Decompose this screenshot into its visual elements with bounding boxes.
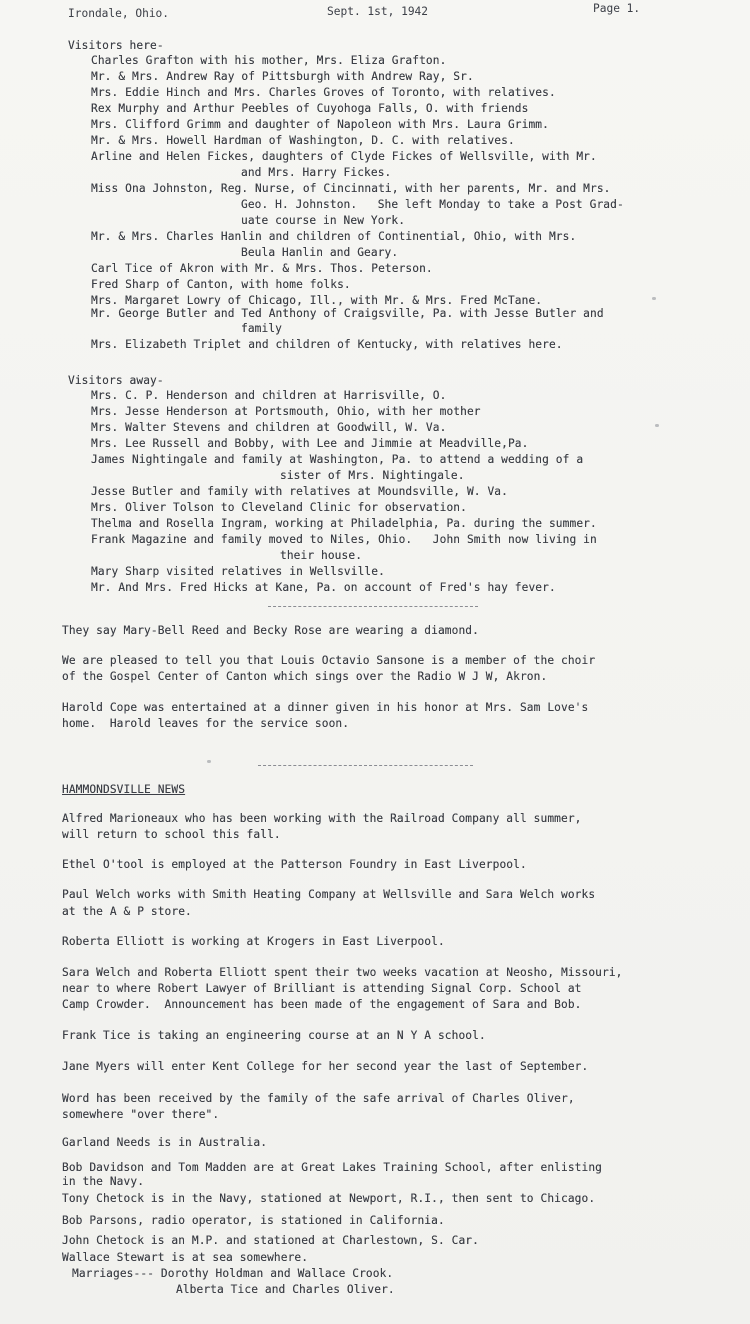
note-paragraph: home. Harold leaves for the service soon. [62, 717, 350, 730]
note-paragraph: Harold Cope was entertained at a dinner given in his honor at Mrs. Sam Love's [62, 701, 589, 714]
news-item: Paul Welch works with Smith Heating Company at Wellsville and Sara Welch works [62, 888, 596, 901]
paper-speck [655, 424, 659, 427]
list-item: Frank Magazine and family moved to Niles, Ohio. John Smith now living in [91, 533, 597, 546]
list-item-continuation: and Mrs. Harry Fickes. [241, 166, 392, 179]
list-item: Mrs. Elizabeth Triplet and children of Kentucky, with relatives here. [91, 338, 563, 351]
list-item: Fred Sharp of Canton, with home folks. [91, 278, 351, 291]
news-item: Marriages--- Dorothy Holdman and Wallace Crook. [72, 1267, 394, 1280]
list-item: Mary Sharp visited relatives in Wellsville. [91, 565, 385, 578]
news-item: Ethel O'tool is employed at the Patterson Foundry in East Liverpool. [62, 858, 527, 871]
note-paragraph: We are pleased to tell you that Louis Octavio Sansone is a member of the choir [62, 654, 596, 667]
news-item: Roberta Elliott is working at Krogers in East Liverpool. [62, 935, 445, 948]
list-item: Mrs. Eddie Hinch and Mrs. Charles Groves of Toronto, with relatives. [91, 86, 556, 99]
note-paragraph: of the Gospel Center of Canton which sings over the Radio W J W, Akron. [62, 670, 548, 683]
list-item: Mrs. Oliver Tolson to Cleveland Clinic for observation. [91, 501, 467, 514]
list-item-continuation: family [241, 322, 283, 335]
news-item: John Chetock is an M.P. and stationed at Charlestown, S. Car. [62, 1234, 479, 1247]
header-place: Irondale, Ohio. [68, 7, 170, 20]
news-item: Bob Davidson and Tom Madden are at Great Lakes Training School, after enlisting [62, 1161, 602, 1174]
list-item: Mrs. Lee Russell and Bobby, with Lee and Jimmie at Meadville,Pa. [91, 437, 529, 450]
news-item: Alfred Marioneaux who has been working with the Railroad Company all summer, [62, 812, 582, 825]
news-item: Tony Chetock is in the Navy, stationed at Newport, R.I., then sent to Chicago. [62, 1192, 596, 1205]
list-item: Arline and Helen Fickes, daughters of Clyde Fickes of Wellsville, with Mr. [91, 150, 597, 163]
section-divider [258, 765, 473, 766]
news-item: will return to school this fall. [62, 828, 281, 841]
list-item: Mr. & Mrs. Howell Hardman of Washington, D. C. with relatives. [91, 134, 515, 147]
list-item: Rex Murphy and Arthur Peebles of Cuyohoga Falls, O. with friends [91, 102, 529, 115]
list-item: Mrs. Clifford Grimm and daughter of Napoleon with Mrs. Laura Grimm. [91, 118, 549, 131]
news-item: at the A & P store. [62, 905, 192, 918]
list-item-continuation: Geo. H. Johnston. She left Monday to take a Post Grad- [241, 198, 624, 211]
note-paragraph: They say Mary-Bell Reed and Becky Rose are wearing a diamond. [62, 624, 479, 637]
news-item: Word has been received by the family of the safe arrival of Charles Oliver, [62, 1092, 575, 1105]
list-item: Miss Ona Johnston, Reg. Nurse, of Cincinnati, with her parents, Mr. and Mrs. [91, 182, 611, 195]
list-item: Mr. & Mrs. Andrew Ray of Pittsburgh with Andrew Ray, Sr. [91, 70, 474, 83]
news-item: Garland Needs is in Australia. [62, 1136, 268, 1149]
news-item: Bob Parsons, radio operator, is stationed in California. [62, 1214, 445, 1227]
paper-speck [207, 760, 211, 763]
news-item: Camp Crowder. Announcement has been made of the engagement of Sara and Bob. [62, 998, 582, 1011]
news-item: in the Navy. [62, 1175, 145, 1188]
list-item: Mr. & Mrs. Charles Hanlin and children of Continential, Ohio, with Mrs. [91, 230, 577, 243]
news-item: Sara Welch and Roberta Elliott spent their two weeks vacation at Neosho, Missouri, [62, 966, 623, 979]
list-item-continuation: their house. [280, 549, 363, 562]
list-item: Thelma and Rosella Ingram, working at Philadelphia, Pa. during the summer. [91, 517, 597, 530]
list-item: Mr. George Butler and Ted Anthony of Craigsville, Pa. with Jesse Butler and [91, 307, 604, 320]
section-heading: Visitors away- [68, 374, 164, 387]
news-item: Frank Tice is taking an engineering course at an N Y A school. [62, 1029, 486, 1042]
header-date: Sept. 1st, 1942 [327, 5, 429, 18]
list-item: Charles Grafton with his mother, Mrs. Eliza Grafton. [91, 54, 447, 67]
list-item-continuation: sister of Mrs. Nightingale. [280, 469, 465, 482]
paper-speck [652, 297, 656, 300]
section-heading: HAMMONDSVILLE NEWS [62, 783, 186, 796]
list-item-continuation: uate course in New York. [241, 214, 406, 227]
list-item: Mrs. Jesse Henderson at Portsmouth, Ohio, with her mother [91, 405, 481, 418]
list-item: Mrs. Margaret Lowry of Chicago, Ill., with Mr. & Mrs. Fred McTane. [91, 294, 543, 307]
list-item: Mr. And Mrs. Fred Hicks at Kane, Pa. on account of Fred's hay fever. [91, 581, 556, 594]
news-item: Jane Myers will enter Kent College for her second year the last of September. [62, 1060, 589, 1073]
list-item: Mrs. Walter Stevens and children at Goodwill, W. Va. [91, 421, 447, 434]
section-divider [268, 606, 478, 607]
news-item: somewhere "over there". [62, 1108, 220, 1121]
list-item-continuation: Beula Hanlin and Geary. [241, 246, 399, 259]
news-item-continuation: Alberta Tice and Charles Oliver. [176, 1283, 395, 1296]
list-item: Jesse Butler and family with relatives at Moundsville, W. Va. [91, 485, 508, 498]
header-page: Page 1. [593, 2, 641, 15]
section-heading: Visitors here- [68, 39, 164, 52]
list-item: James Nightingale and family at Washington, Pa. to attend a wedding of a [91, 453, 584, 466]
list-item: Mrs. C. P. Henderson and children at Harrisville, O. [91, 389, 447, 402]
news-item: near to where Robert Lawyer of Brilliant is attending Signal Corp. School at [62, 982, 582, 995]
list-item: Carl Tice of Akron with Mr. & Mrs. Thos. Peterson. [91, 262, 433, 275]
news-item: Wallace Stewart is at sea somewhere. [62, 1251, 309, 1264]
